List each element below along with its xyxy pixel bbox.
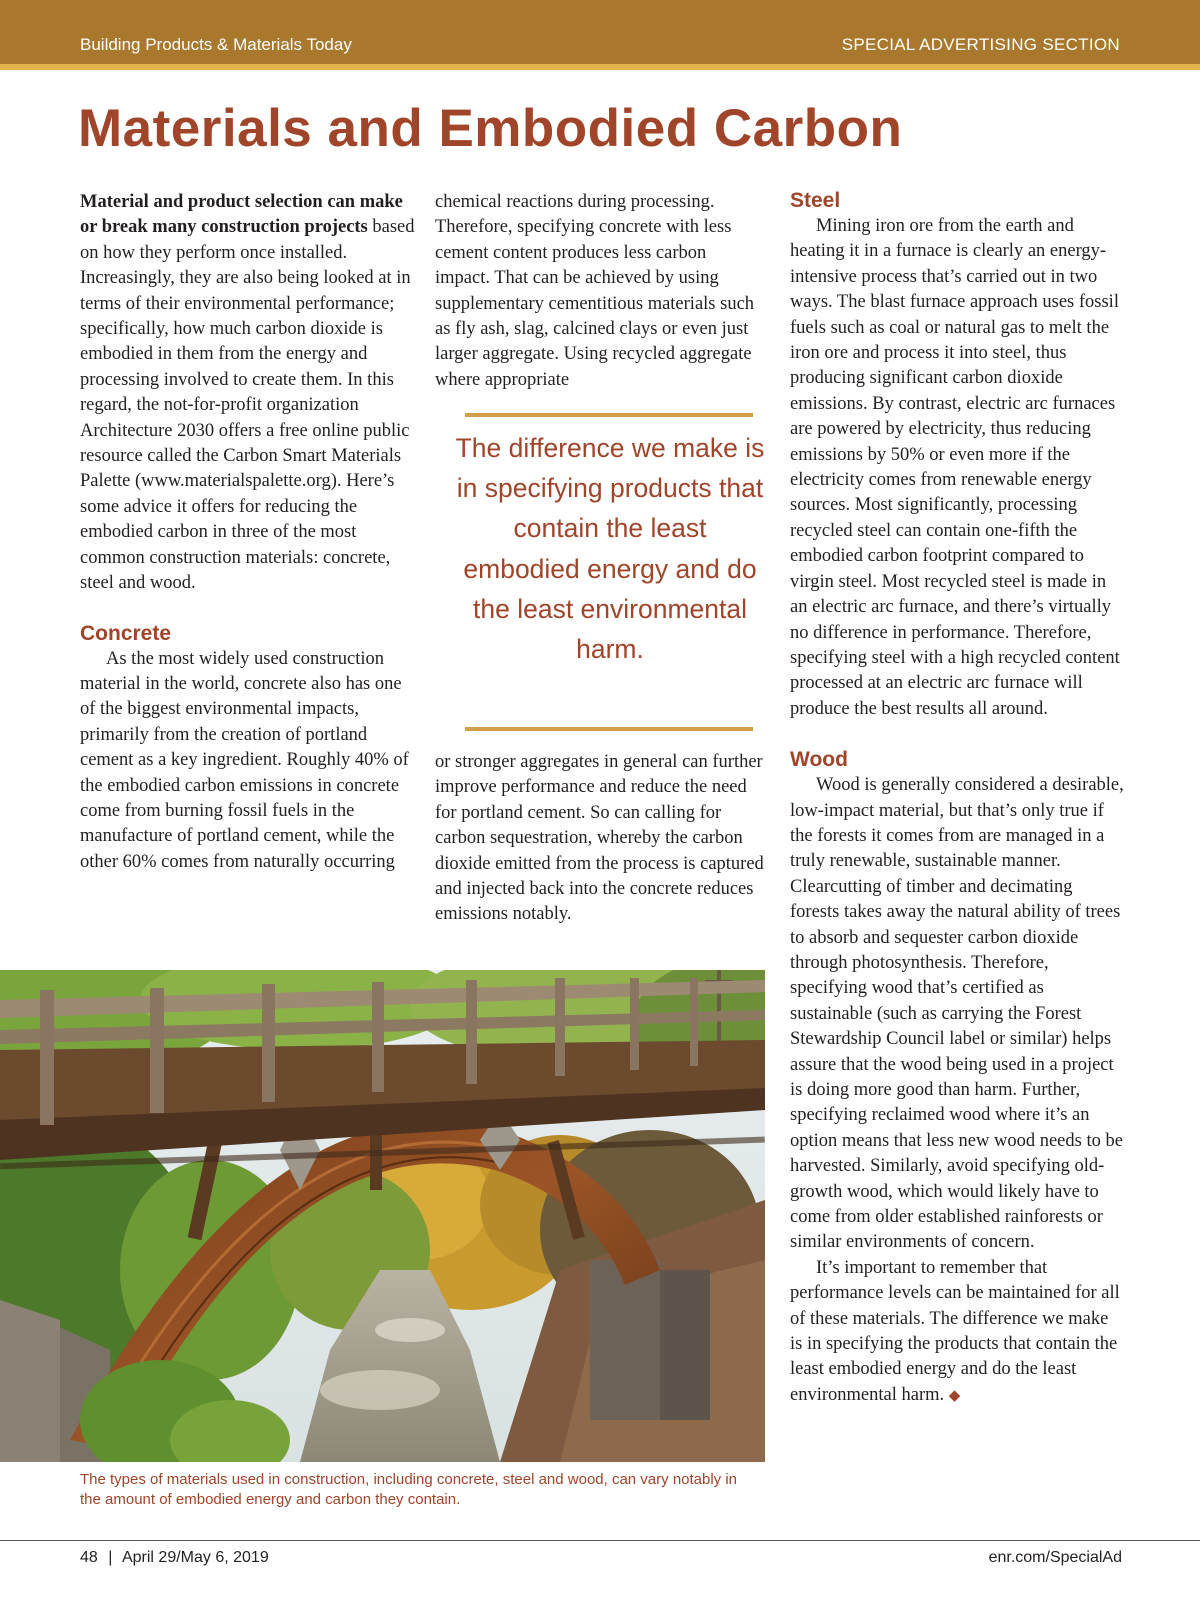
footer-rule	[0, 1540, 1200, 1541]
closing-text: It’s important to remember that performance levels can be maintained for all of these materials. The difference we make is in specifying the products that contain the least embodied energy and do the least environmental harm.	[790, 1257, 1120, 1405]
intro-lead: Material and product selection can make or break many construction projects	[80, 192, 403, 238]
pull-quote-bottom-rule	[465, 727, 753, 731]
wood-heading: Wood	[790, 748, 848, 772]
footer-separator: |	[108, 1549, 113, 1566]
publication-name: Building Products & Materials Today	[80, 35, 352, 54]
steel-heading: Steel	[790, 189, 841, 212]
concrete-paragraph-continued: chemical reactions during processing. Therefore, specifying concrete with less cement content produces less carbon impact. That can be achieved by using supplementary cementitious materials such as fly ash, slag, calcined clays or even just larger aggregate. Using recycled aggregate where appropriate	[435, 192, 755, 390]
end-mark-icon: ◆	[948, 1387, 961, 1404]
steel-paragraph: Mining iron ore from the earth and heating it in a furnace is clearly an energy-intensive process that’s carried out in two ways. The blast furnace approach uses fossil fuels such as coal or natural gas to melt the iron ore and process it into steel, thus producing significant carbon dioxide emissions. By contrast, electric arc furnaces are powered by electricity, thus reducing emissions by 50% or even more if the electricity comes from renewable energy sources. Most significantly, processing recycled steel can contain one-fifth the embodied carbon footprint compared to virgin steel. Most recycled steel is made in an electric arc furnace, and there’s virtually no difference in performance. Therefore, specifying steel with a high recycled content processed at an electric arc furnace will produce the best results all around.	[790, 216, 1120, 719]
section-label: SPECIAL ADVERTISING SECTION	[841, 35, 1120, 54]
header-accent-line	[0, 64, 1200, 70]
bridge-photo	[0, 970, 765, 1462]
pull-quote-top-rule	[465, 413, 753, 417]
footer-url[interactable]: enr.com/SpecialAd	[988, 1549, 1122, 1566]
intro-text: based on how they perform once installed. Increasingly, they are also being looked at in terms of their environmental performance; specifically, how much carbon dioxide is embodied in them from the energy and processing involved to create them. In this regard, the not-for-profit organization Architecture 2030 offers a free online public resource called the Carbon Smart Materials Palette (www.materialspalette.org). Here’s some advice it offers for reducing the embodied carbon in three of the most common construction materials: concrete, steel and wood.	[80, 217, 415, 594]
concrete-paragraph-end: or stronger aggregates in general can further improve performance and reduce the need for portland cement. So can calling for carbon sequestration, whereby the carbon dioxide emitted from the process is captured and injected back into the concrete reduces emissions notably.	[435, 752, 764, 925]
column-2-bottom	[435, 750, 765, 928]
page-number: 48	[80, 1549, 98, 1566]
article-title: Materials and Embodied Carbon	[78, 99, 903, 158]
wood-paragraph-2	[790, 1256, 1125, 1409]
footer-page-info	[80, 1549, 269, 1567]
photo-caption: The types of materials used in construction, including concrete, steel and wood, can vary notably in the amount of embodied energy and carbon they contain.	[80, 1471, 738, 1508]
concrete-paragraph: As the most widely used construction material in the world, concrete also has one of the biggest environmental impacts, primarily from the creation of portland cement as a key ingredient. Roughly 40% of the embodied carbon emissions in concrete come from burning fossil fuels in the manufacture of portland cement, while the other 60% comes from naturally occurring	[80, 648, 409, 872]
pull-quote: The difference we make is in specifying products that contain the least embodied energy and do the least environmental harm.	[455, 433, 765, 665]
column-1	[80, 190, 420, 875]
intro-paragraph	[80, 190, 420, 597]
wood-paragraph: Wood is generally considered a desirable, low-impact material, but that’s only true if the forests it comes from are managed in a truly renewable, sustainable manner. Clearcutting of timber and decimating forests takes away the natural ability of trees to absorb and sequester carbon dioxide through photosynthesis. Therefore, specifying wood that’s certified as sustainable (such as carrying the Forest Stewardship Council label or similar) helps assure that the wood being used in a project is doing more good than harm. Further, specifying reclaimed wood where it’s an option means that less new wood needs to be harvested. Similarly, avoid specifying old-growth wood, which would likely have to come from older established rainforests or similar environments of concern.	[790, 775, 1124, 1253]
column-3	[790, 188, 1125, 1409]
column-2-top	[435, 190, 765, 393]
issue-date: April 29/May 6, 2019	[121, 1549, 269, 1566]
concrete-heading: Concrete	[80, 621, 172, 645]
